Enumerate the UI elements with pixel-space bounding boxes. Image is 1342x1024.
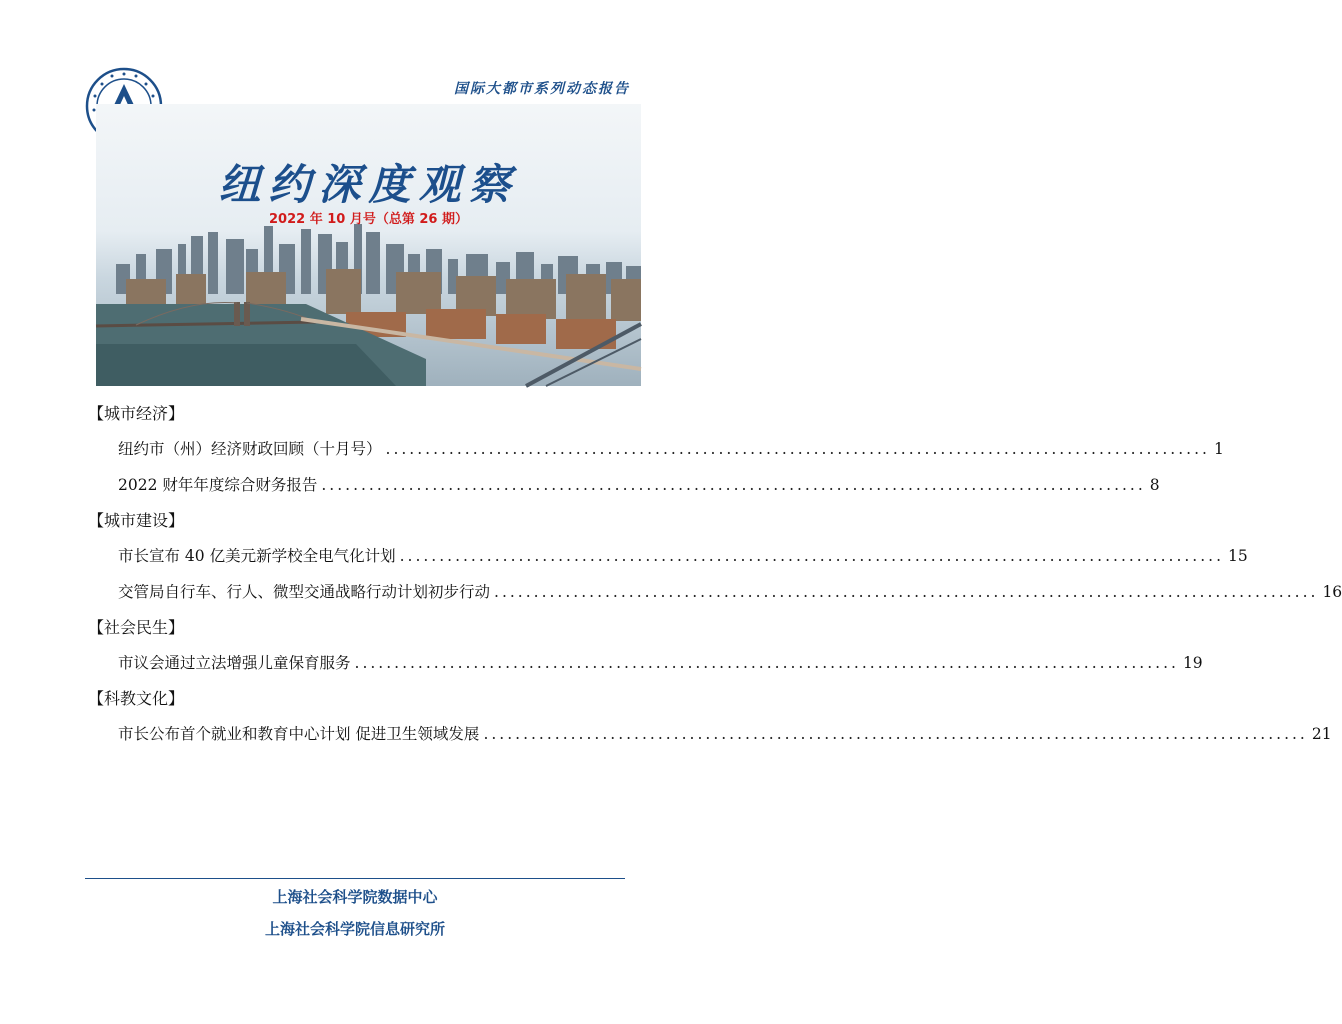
toc-page-number: 8 <box>1149 476 1160 494</box>
toc-leader-dots: ........................................................................................................ <box>385 440 1210 458</box>
toc-entry[interactable] <box>88 544 1248 580</box>
toc-leader-dots: ........................................................................................................ <box>399 547 1225 565</box>
footer-divider <box>85 878 625 879</box>
toc-section-header: 【社会民生】 <box>88 618 185 637</box>
toc-page-number: 1 <box>1213 440 1224 458</box>
toc-entry-title: 市长宣布 40 亿美元新学校全电气化计划 <box>118 547 396 565</box>
toc-entry[interactable] <box>88 580 1342 616</box>
toc-leader-dots: ........................................................................................................ <box>354 654 1179 672</box>
toc-entry-title: 市议会通过立法增强儿童保育服务 <box>118 654 351 672</box>
skyline-illustration <box>96 104 641 386</box>
toc-entry[interactable] <box>88 722 1332 758</box>
toc-entry[interactable] <box>88 473 1160 509</box>
issue-label: 2022 年 10 月号（总第 26 期） <box>269 212 468 227</box>
footer-org-info-institute: 上海社会科学院信息研究所 <box>264 920 445 938</box>
toc-section-header: 【城市经济】 <box>88 404 185 423</box>
toc-entry-title: 交管局自行车、行人、微型交通战略行动计划初步行动 <box>118 583 491 601</box>
toc-entry[interactable] <box>88 651 1203 687</box>
toc-leader-dots: ........................................................................................................ <box>494 583 1319 601</box>
toc-section-header: 【科教文化】 <box>88 689 185 708</box>
footer-org-data-center: 上海社会科学院数据中心 <box>272 888 438 906</box>
toc-entry[interactable] <box>88 437 1224 473</box>
toc-leader-dots: ........................................................................................................ <box>483 725 1308 743</box>
report-title: 纽约深度观察 <box>218 160 519 209</box>
toc-entry-title: 市长公布首个就业和教育中心计划 促进卫生领域发展 <box>118 725 480 743</box>
toc-page-number: 21 <box>1311 725 1332 743</box>
toc-page-number: 16 <box>1322 583 1342 601</box>
toc-leader-dots: ........................................................................................................ <box>321 476 1146 494</box>
toc-page-number: 19 <box>1182 654 1203 672</box>
table-of-contents <box>88 402 1342 758</box>
cover-image <box>96 104 641 386</box>
toc-section-header: 【城市建设】 <box>88 511 185 530</box>
series-title: 国际大都市系列动态报告 <box>454 81 630 97</box>
toc-entry-title: 纽约市（州）经济财政回顾（十月号） <box>118 440 382 458</box>
toc-entry-title: 2022 财年年度综合财务报告 <box>118 476 318 494</box>
toc-page-number: 15 <box>1228 547 1248 565</box>
